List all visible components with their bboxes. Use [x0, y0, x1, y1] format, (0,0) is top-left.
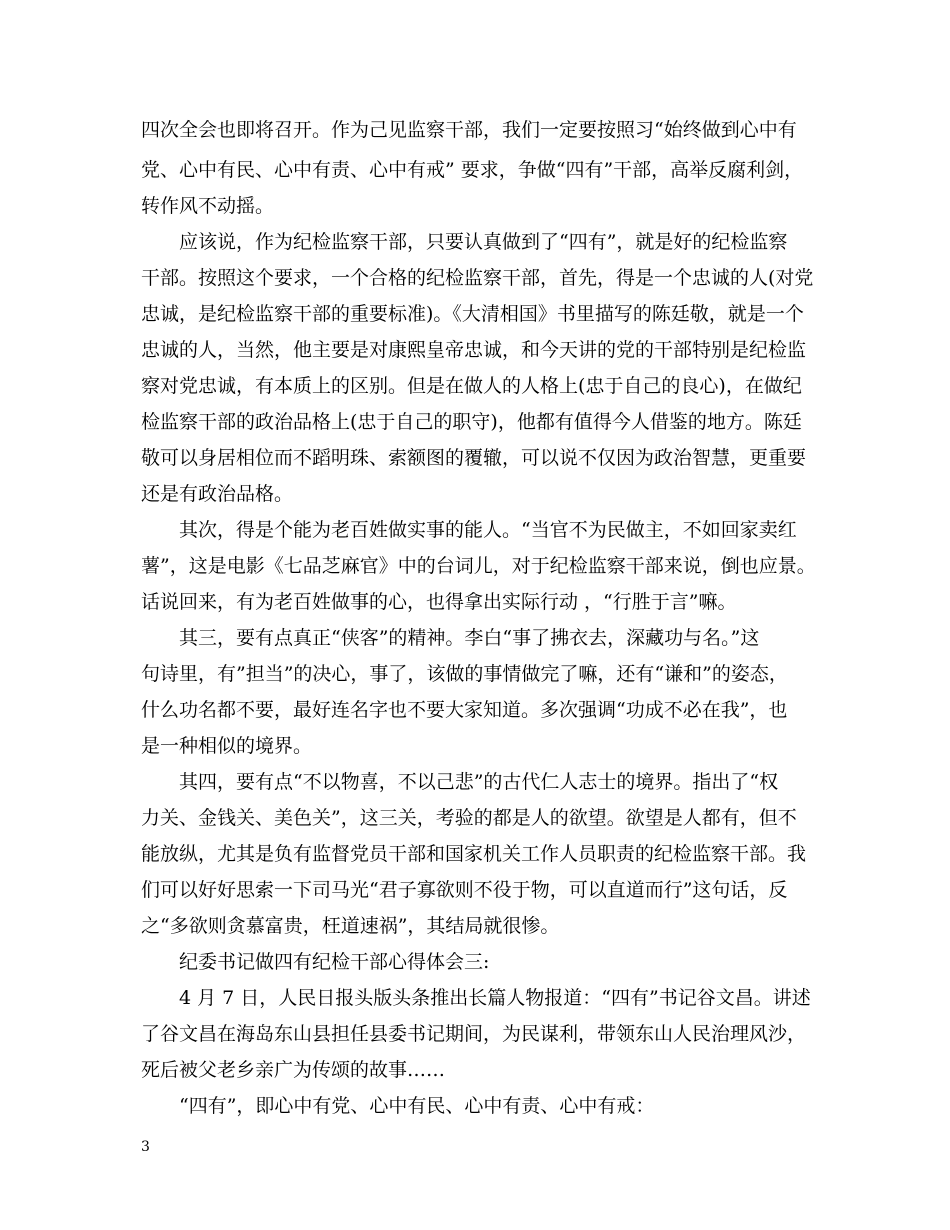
body-line: 其四，要有点“不以物喜，不以己悲”的古代仁人志士的境界。指出了“权 [141, 771, 779, 793]
body-line: 薯”，这是电影《七品芝麻官》中的台词儿，对于纪检监察干部来说，倒也应景。 [141, 555, 816, 577]
body-line: 能放纵，尤其是负有监督党员干部和国家机关工作人员职责的纪检监察干部。我 [141, 843, 807, 865]
body-line: 之“多欲则贪慕富贵，枉道速祸”，其结局就很惨。 [141, 915, 560, 937]
body-line: 力关、金钱关、美色关”，这三关，考验的都是人的欲望。欲望是人都有，但不 [141, 807, 797, 829]
body-line: 察对党忠诚，有本质上的区别。但是在做人的人格上(忠于自己的良心)，在做纪 [141, 375, 802, 397]
body-line: 敬可以身居相位而不蹈明珠、索额图的覆辙，可以说不仅因为政治智慧，更重要 [141, 447, 807, 469]
body-line: 是一种相似的境界。 [141, 735, 313, 757]
body-line: 4 月 7 日，人民日报头版头条推出长篇人物报道：“四有”书记谷文昌。讲述 [141, 987, 811, 1009]
body-line: 其三，要有点真正“侠客”的精神。李白“事了拂衣去，深藏功与名。”这 [141, 627, 760, 649]
body-line: 其次，得是个能为老百姓做实事的能人。“当官不为民做主，不如回家卖红 [141, 519, 797, 541]
body-line: 还是有政治品格。 [141, 483, 294, 505]
body-line: 了谷文昌在海岛东山县担任县委书记期间，为民谋利，带领东山人民治理风沙， [141, 1023, 807, 1045]
body-line: 应该说，作为纪检监察干部，只要认真做到了“四有”，就是好的纪检监察 [141, 231, 788, 253]
body-line: 忠诚的人，当然，他主要是对康熙皇帝忠诚，和今天讲的党的干部特别是纪检监 [141, 339, 807, 361]
body-line: 检监察干部的政治品格上(忠于自己的职守)，他都有值得今人借鉴的地方。陈廷 [141, 411, 802, 433]
body-line: 们可以好好思索一下司马光“君子寡欲则不役于物，可以直道而行”这句话，反 [141, 879, 788, 901]
body-line: 转作风不动摇。 [141, 195, 275, 217]
page-number: 3 [141, 1139, 150, 1155]
body-line: 四次全会也即将召开。作为己见监察干部，我们一定要按照习“始终做到心中有 [141, 119, 797, 141]
body-line: 忠诚，是纪检监察干部的重要标准)。《大清相国》书里描写的陈廷敬，就是一个 [141, 303, 804, 325]
body-line: “四有”，即心中有党、心中有民、心中有责、心中有戒： [141, 1095, 655, 1117]
body-line: 干部。按照这个要求，一个合格的纪检监察干部，首先，得是一个忠诚的人(对党 [141, 267, 814, 289]
body-line: 话说回来，有为老百姓做事的心，也得拿出实际行动 ，“行胜于言”嘛。 [141, 591, 737, 613]
section-heading: 纪委书记做四有纪检干部心得体会三: [141, 951, 490, 973]
body-line: 党、心中有民、心中有责、心中有戒” 要求，争做“四有”干部，高举反腐利剑， [141, 159, 804, 181]
body-line: 句诗里，有”担当”的决心，事了，该做的事情做完了嘛，还有“谦和”的姿态， [141, 663, 788, 685]
body-line: 死后被父老乡亲广为传颂的故事…… [141, 1059, 446, 1081]
body-line: 什么功名都不要，最好连名字也不要大家知道。多次强调“功成不必在我”，也 [141, 699, 788, 721]
